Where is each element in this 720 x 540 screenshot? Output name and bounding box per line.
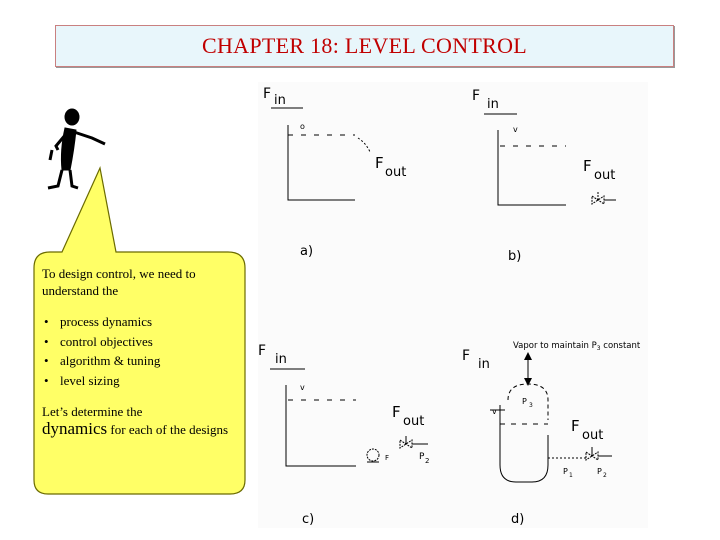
level-marker-b: v — [513, 125, 518, 134]
fin-c-sub: in — [275, 352, 287, 367]
pump-c-label: F — [385, 454, 390, 462]
vapor-note: Vapor to maintain $P_3$ constant — [513, 341, 641, 352]
caption-d: d) — [511, 512, 525, 527]
page-title: CHAPTER 18: LEVEL CONTROL — [201, 33, 528, 58]
closing-post: for each of the designs — [110, 422, 229, 437]
p3-d-sub: 3 — [529, 402, 533, 409]
fout-c-label: F — [392, 403, 401, 421]
caption-c: c) — [302, 512, 315, 527]
callout-intro: To design control, we need to understand the — [42, 266, 196, 298]
fin-b-sub: in — [487, 97, 499, 112]
fout-c-sub: out — [403, 414, 425, 429]
fout-d-sub: out — [582, 428, 604, 443]
p2-d-label: P — [597, 467, 602, 476]
p1-d-label: P — [563, 467, 568, 476]
caption-b: b) — [508, 249, 522, 264]
bullet-item: • level sizing — [42, 371, 242, 391]
fout-b-sub: out — [594, 168, 616, 183]
bullet-item: • control objectives — [42, 332, 242, 352]
figure-background — [258, 82, 648, 528]
level-marker-d: v — [492, 407, 497, 416]
fin-c-label: F — [258, 343, 267, 359]
bullet-item: • process dynamics — [42, 312, 242, 332]
caption-a: a) — [300, 244, 314, 259]
p2-c-label: P — [419, 452, 425, 462]
fout-d-label: F — [571, 417, 580, 435]
closing-emphasis: dynamics — [42, 419, 108, 438]
p1-d-sub: 1 — [569, 472, 573, 479]
fin-d-sub: in — [478, 357, 490, 372]
p2-d-sub: 2 — [603, 472, 607, 479]
fin-a-sub: in — [274, 93, 286, 108]
fout-a-sub: out — [385, 165, 407, 180]
fin-d-label: F — [462, 348, 471, 364]
closing-pre: Let’s determine the — [42, 404, 143, 419]
p3-d-label: P — [522, 397, 527, 406]
fout-b-label: F — [583, 157, 592, 175]
level-marker-c: v — [300, 383, 305, 392]
bullet-item: • algorithm & tuning — [42, 351, 242, 371]
fout-a-label: F — [375, 154, 384, 172]
level-marker-a: o — [300, 122, 305, 131]
fin-b-label: F — [472, 88, 481, 104]
fin-a-label: F — [263, 86, 272, 102]
p2-c-sub: 2 — [425, 457, 430, 465]
